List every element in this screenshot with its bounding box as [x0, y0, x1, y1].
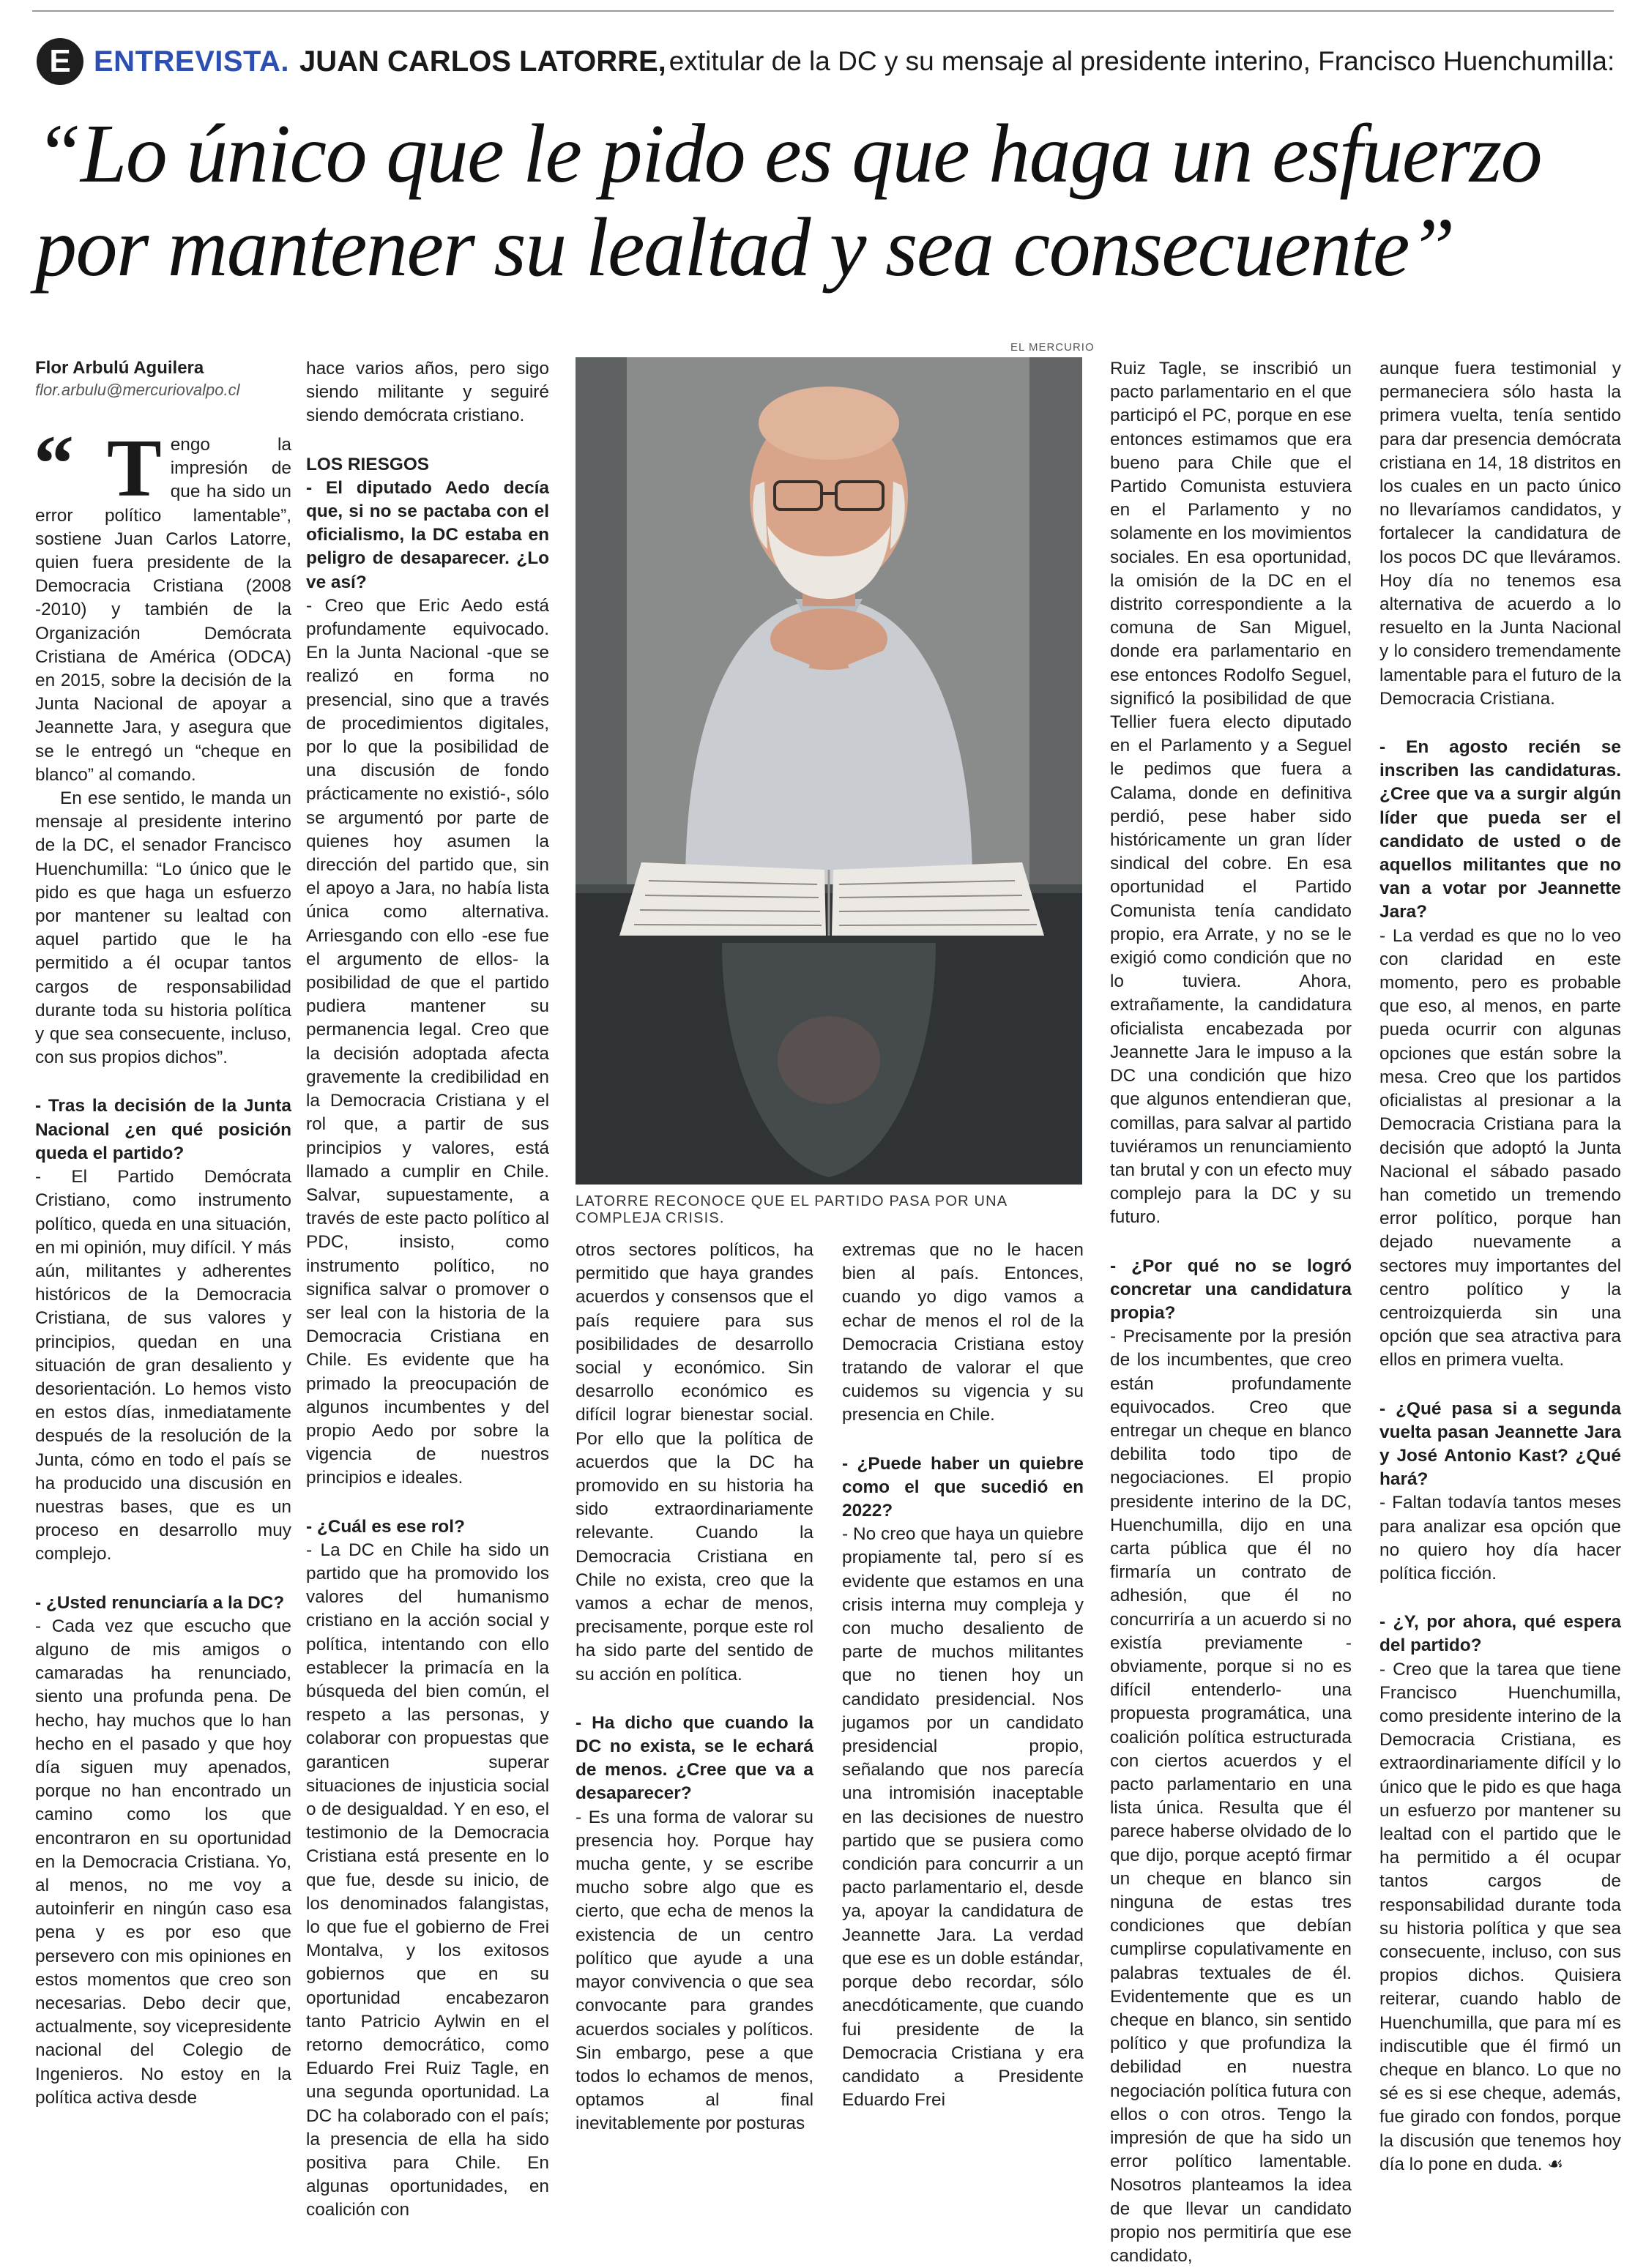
question: - ¿Usted renunciaría a la DC? [35, 1592, 285, 1613]
answer: - La DC en Chile ha sido un partido que ha promovido los valores del humanismo cristiano en la acción social y política, intentando con ello establecer la primacía en la búsqueda del bien común, el respeto a las personas, y colaborar con propuestas que garanticen superar situaciones de injusticia social o de desigualdad. Y en eso, el testimonio de la Democracia Cristiana está presente en lo que fue, desde su inicio, de los denominados falangistas, lo que fue el gobierno de Frei Montalva, y los exitosos gobiernos que en su oportunidad encabezaron tanto Patricio Aylwin en el retorno democrático, como Eduardo Frei Ruiz Tagle, en una segunda oportunidad. La DC ha colaborado con el país; la presencia de ella ha sido positiva para Chile. En algunas oportunidades, en coalición con [306, 1540, 549, 2220]
column-3b [842, 1239, 1084, 2112]
kicker-subtitle: extitular de la DC y su mensaje al presidente interino, Francisco Huenchumilla: [669, 46, 1615, 76]
column-4 [1110, 357, 1352, 2268]
answer: - Es una forma de valorar su presencia hoy. Porque hay mucha gente, y se escribe mucho sobre algo que es cierto, que echa de menos la existencia de un centro político que ayude a una mayor convivencia o que sea convocante para grandes acuerdos sociales y políticos. Sin embargo, pese a que todos lo echamos de menos, optamos al final inevitablemente por posturas [576, 1807, 813, 2134]
portrait-illustration [576, 357, 1082, 1185]
question: - Tras la decisión de la Junta Nacional ¿en qué posición queda el partido? [35, 1096, 291, 1163]
column-5 [1379, 357, 1621, 2176]
top-rule [32, 10, 1614, 12]
kicker [37, 35, 1615, 88]
body-paragraph: hace varios años, pero sigo siendo militante y seguiré siendo demócrata cristiano. [306, 359, 549, 426]
question: - ¿Y, por ahora, qué espera del partido? [1379, 1612, 1621, 1656]
answer: - La verdad es que no lo veo con claridad en este momento, pero es probable que eso, al menos, en parte pueda ocurrir con algunas opciones que están sobre la mesa. Creo que los partidos oficialistas al presionar a la Democracia Cristiana para la decisión que adoptó la Junta Nacional el sábado pasado han cometido un tremendo error político, porque han dejado nuevamente a sectores muy importantes del centro político y la centroizquierda sin una opción que sea atractiva para ellos en primera vuelta. [1379, 925, 1621, 1370]
answer: - Creo que Eric Aedo está profundamente equivocado. En la Junta Nacional -que se realizó en forma no presencial, sino que a través de procedimientos digitales, por lo que la posibilidad de una discusión de fondo prácticamente no existió-, sólo se argumentó por parte de quienes hoy asumen la dirección del partido que, sin el apoyo a Jara, no había lista única como alternativa. Arriesgando con ello -ese fue el argumento de ellos- la posibilidad de que el partido pudiera mantener su permanencia legal. Creo que la decisión adoptada afecta gravemente la credibilidad en la Democracia Cristiana y el rol que, a partir de sus principios y valores, está llamado a cumplir en Chile. Salvar, supuestamente, a través de este pacto político al PDC, insisto, como instrumento político, no significa salvar o promover o ser leal con la historia de la Democracia Cristiana en Chile. Es evidente que ha primado la preocupación de algunos incumbentes y del propio Aedo por sobre la vigencia de nuestros principios e ideales. [306, 595, 549, 1488]
body-paragraph: otros sectores políticos, ha permitido que haya grandes acuerdos y consensos que el país requiere para sus posibilidades de desarrollo social y económico. Sin desarrollo económico es difícil lograr bienestar social. Por ello que la política de acuerdos que la DC ha promovido en su historia ha sido extraordinariamente relevante. Cuando la Democracia Cristiana en Chile no exista, creo que la vamos a echar de menos, precisamente, porque este rol ha sido parte del sentido de su acción en política. [576, 1240, 813, 1685]
photo-caption: LATORRE RECONOCE QUE EL PARTIDO PASA POR UNA COMPLEJA CRISIS. [576, 1193, 1008, 1226]
headline-line-1: “Lo único que le pido es que haga un esfuerzo [35, 107, 1542, 200]
column-1 [35, 357, 291, 2110]
headline [35, 107, 1617, 294]
column-2 [306, 357, 549, 2223]
question: - ¿Puede haber un quiebre como el que sucedió en 2022? [842, 1453, 1084, 1521]
drop-cap: T [107, 423, 162, 514]
question: - En agosto recién se inscriben las candidaturas. ¿Cree que va a surgir algún líder que pueda ser el candidato de usted o de aquellos militantes que no van a votar por Jeannette Jara? [1379, 737, 1621, 922]
answer: - No creo que haya un quiebre propiamente tal, pero sí es evidente que estamos en una crisis interna muy compleja y con mucho desaliento de parte de muchos militantes que no tienen hoy un candidato presidencial. Nos jugamos por un candidato presidencial propio, señalando que nos parecía una intromisión inaceptable en las decisiones de nuestro partido que se pusiera como condición para concurrir a un pacto parlamentario el, desde ya, apoyar la candidatura de Jeannette Jara. La verdad que ese es un doble estándar, porque debo recordar, sólo anecdóticamente, que cuando fui presidente de la Democracia Cristiana y era candidato a Presidente Eduardo Frei [842, 1524, 1084, 2111]
portrait-photo [576, 357, 1082, 1185]
answer-text: - Creo que la tarea que tiene Francisco Huenchumilla, como presidente interino de la Democracia Cristiana, es extraordinariamente difícil y lo único que le pido es que haga un esfuerzo por mantener su lealtad con el partido que le ha permitido a él ocupar tantos cargos de responsabilidad durante toda su historia política y que sea consecuente, incluso, con sus propios dichos. Quisiera reiterar, cuando hablo de Huenchumilla, que para mí es indiscutible que él firmó un cheque en blanco. Lo que no sé es si ese cheque, además, fue girado con fondos, porque la discusión que tenemos hoy día lo pone en duda. [1379, 1659, 1621, 2174]
lead-text: engo la impresión de que ha sido un error político lamentable”, sostiene Juan Carlos Latorre, quien fuera presidente de la Democracia Cristiana (2008 -2010) y también de la Organización Demócrata Cristiana de América (ODCA) en 2015, sobre la decisión de la Junta Nacional de apoyar a Jeannette Jara, y asegura que se le entregó un “cheque en blanco” al comando. [35, 435, 291, 785]
question: - ¿Cuál es ese rol? [306, 1516, 465, 1537]
section-label: ENTREVISTA. [94, 45, 290, 78]
lead-paragraph [34, 419, 291, 787]
end-mark-icon: ☙ [1547, 2154, 1564, 2174]
body-paragraph: extremas que no le hacen bien al país. Entonces, cuando yo digo vamos a echar de menos el rol de la Democracia Cristiana estoy tratando de valorar el que cuidemos su vigencia y su presencia en Chile. [842, 1240, 1084, 1425]
question: - El diputado Aedo decía que, si no se pactaba con el oficialismo, la DC estaba en peligro de desaparecer. ¿Lo ve así? [306, 477, 549, 592]
section-badge: E [37, 38, 83, 85]
question: - ¿Qué pasa si a segunda vuelta pasan Jeannette Jara y José Antonio Kast? ¿Qué hará? [1379, 1398, 1621, 1490]
byline-email: flor.arbulu@mercuriovalpo.cl [35, 381, 240, 399]
body-paragraph: Ruiz Tagle, se inscribió un pacto parlamentario en el que participó el PC, porque en ese entonces estimamos que era bueno para Chile que el Partido Comunista estuviera en el Parlamento y no solamente en los movimientos sociales. En esa oportunidad, la omisión de la DC en el distrito correspondiente a la comuna de San Miguel, donde era parlamentario en ese entonces Rodolfo Seguel, significó la posibilidad de que Tellier fuera electo diputado en el Parlamento y a Seguel le pedimos que fuera a Calama, donde en definitiva perdió, pese haber sido históricamente un gran líder sindical del cobre. En esa oportunidad el Partido Comunista tenía candidato propio, era Arrate, y no se le exigió como condición que no lo tuviera. Ahora, extrañamente, la candidatura oficialista encabezada por Jeannette Jara le impuso a la DC una condición que hizo que algunos entendieran que, comillas, para salvar al partido tuviéramos un renunciamiento tan brutal y con un efecto muy complejo para la DC y su futuro. [1110, 359, 1352, 1228]
answer: - Cada vez que escucho que alguno de mis amigos o camaradas ha renunciado, siento una profunda pena. De hecho, hay muchos que lo han hecho en el pasado y que hoy día siguen muy apenados, porque no han encontrado un camino como los que encontraron en su oportunidad en la Democracia Cristiana. Yo, al menos, no me voy a autoinferir en ningún caso esa pena y es por eso que persevero con mis opiniones en estos momentos que creo son necesarias. Debo decir que, actualmente, soy vicepresidente nacional del Colegio de Ingenieros. No estoy en la política activa desde [35, 1616, 291, 2108]
body-paragraph: aunque fuera testimonial y permaneciera sólo hasta la primera vuelta, tenía sentido para dar presencia demócrata cristiana en 14, 18 distritos en los cuales en un pacto único no llevaríamos candidatos, y fortalecer la candidatura de los pocos DC que lleváramos. Hoy día no tenemos esa alternativa de acuerdo a lo resuelto en la Junta Nacional y lo considero tremendamente lamentable para el futuro de la Democracia Cristiana. [1379, 359, 1621, 709]
answer [1379, 1658, 1621, 2176]
answer: - Precisamente por la presión de los incumbentes, que creo están profundamente equivocados. Creo que entregar un cheque en blanco debilita todo tipo de negociaciones. El propio presidente interino de la DC, Huenchumilla, dijo en una carta pública que él no firmaría un contrato de adhesión, que él no concurriría a un acuerdo si no existía previamente -obviamente, porque si no es difícil entenderlo- una propuesta programática, una coalición política estructurada con ciertos acuerdos y el pacto parlamentario en una lista única. Resulta que él parece haberse olvidado de lo que dijo, porque aceptó firmar un cheque en blanco sin ninguna de estas tres condiciones que debían cumplirse copulativamente en palabras textuales de él. Evidentemente que es un cheque en blanco, sin sentido político y que profundiza la debilidad en nuestra negociación política futura con ellos o con otros. Tengo la impresión de que ha sido un error político lamentable. Nosotros planteamos la idea de que llevar un candidato propio nos permitiría que ese candidato, [1110, 1327, 1352, 2267]
photo-credit: EL MERCURIO [1010, 341, 1095, 354]
byline-author: Flor Arbulú Aguilera [35, 358, 204, 378]
question: - ¿Por qué no se logró concretar una candidatura propia? [1110, 1256, 1352, 1323]
interviewee-name: JUAN CARLOS LATORRE, [299, 45, 666, 78]
section-heading: LOS RIESGOS [306, 454, 430, 474]
answer: - Faltan todavía tantos meses para analizar esa opción que no quiero hoy día hacer política ficción. [1379, 1493, 1621, 1584]
opening-quote-mark: “ [34, 419, 74, 508]
column-3a [576, 1239, 813, 2136]
question: - Ha dicho que cuando la DC no exista, se le echará de menos. ¿Cree que va a desaparecer? [576, 1712, 813, 1804]
answer: - El Partido Demócrata Cristiano, como instrumento político, queda en una situación, en mi opinión, muy difícil. Y más aún, militantes y adherentes históricos de la Democracia Cristiana, de sus valores y principios, quedan en una situación de gran desaliento y desorientación. Lo hemos visto en estos días, inmediatamente después de la resolución de la Junta, cómo en todo el país se ha producido una discusión en nuestras bases, que es un proceso en desarrollo muy complejo. [35, 1167, 291, 1564]
headline-line-2: por mantener su lealtad y sea consecuente” [35, 201, 1454, 294]
body-paragraph: En ese sentido, le manda un mensaje al presidente interino de la DC, el senador Francisco Huenchumilla: “Lo único que le pido es que haga un esfuerzo por mantener su lealtad con aquel partido que le ha permitido a él ocupar tantos cargos de responsabilidad durante toda su historia política y que sea consecuente, incluso, con sus propios dichos”. [35, 788, 291, 1068]
